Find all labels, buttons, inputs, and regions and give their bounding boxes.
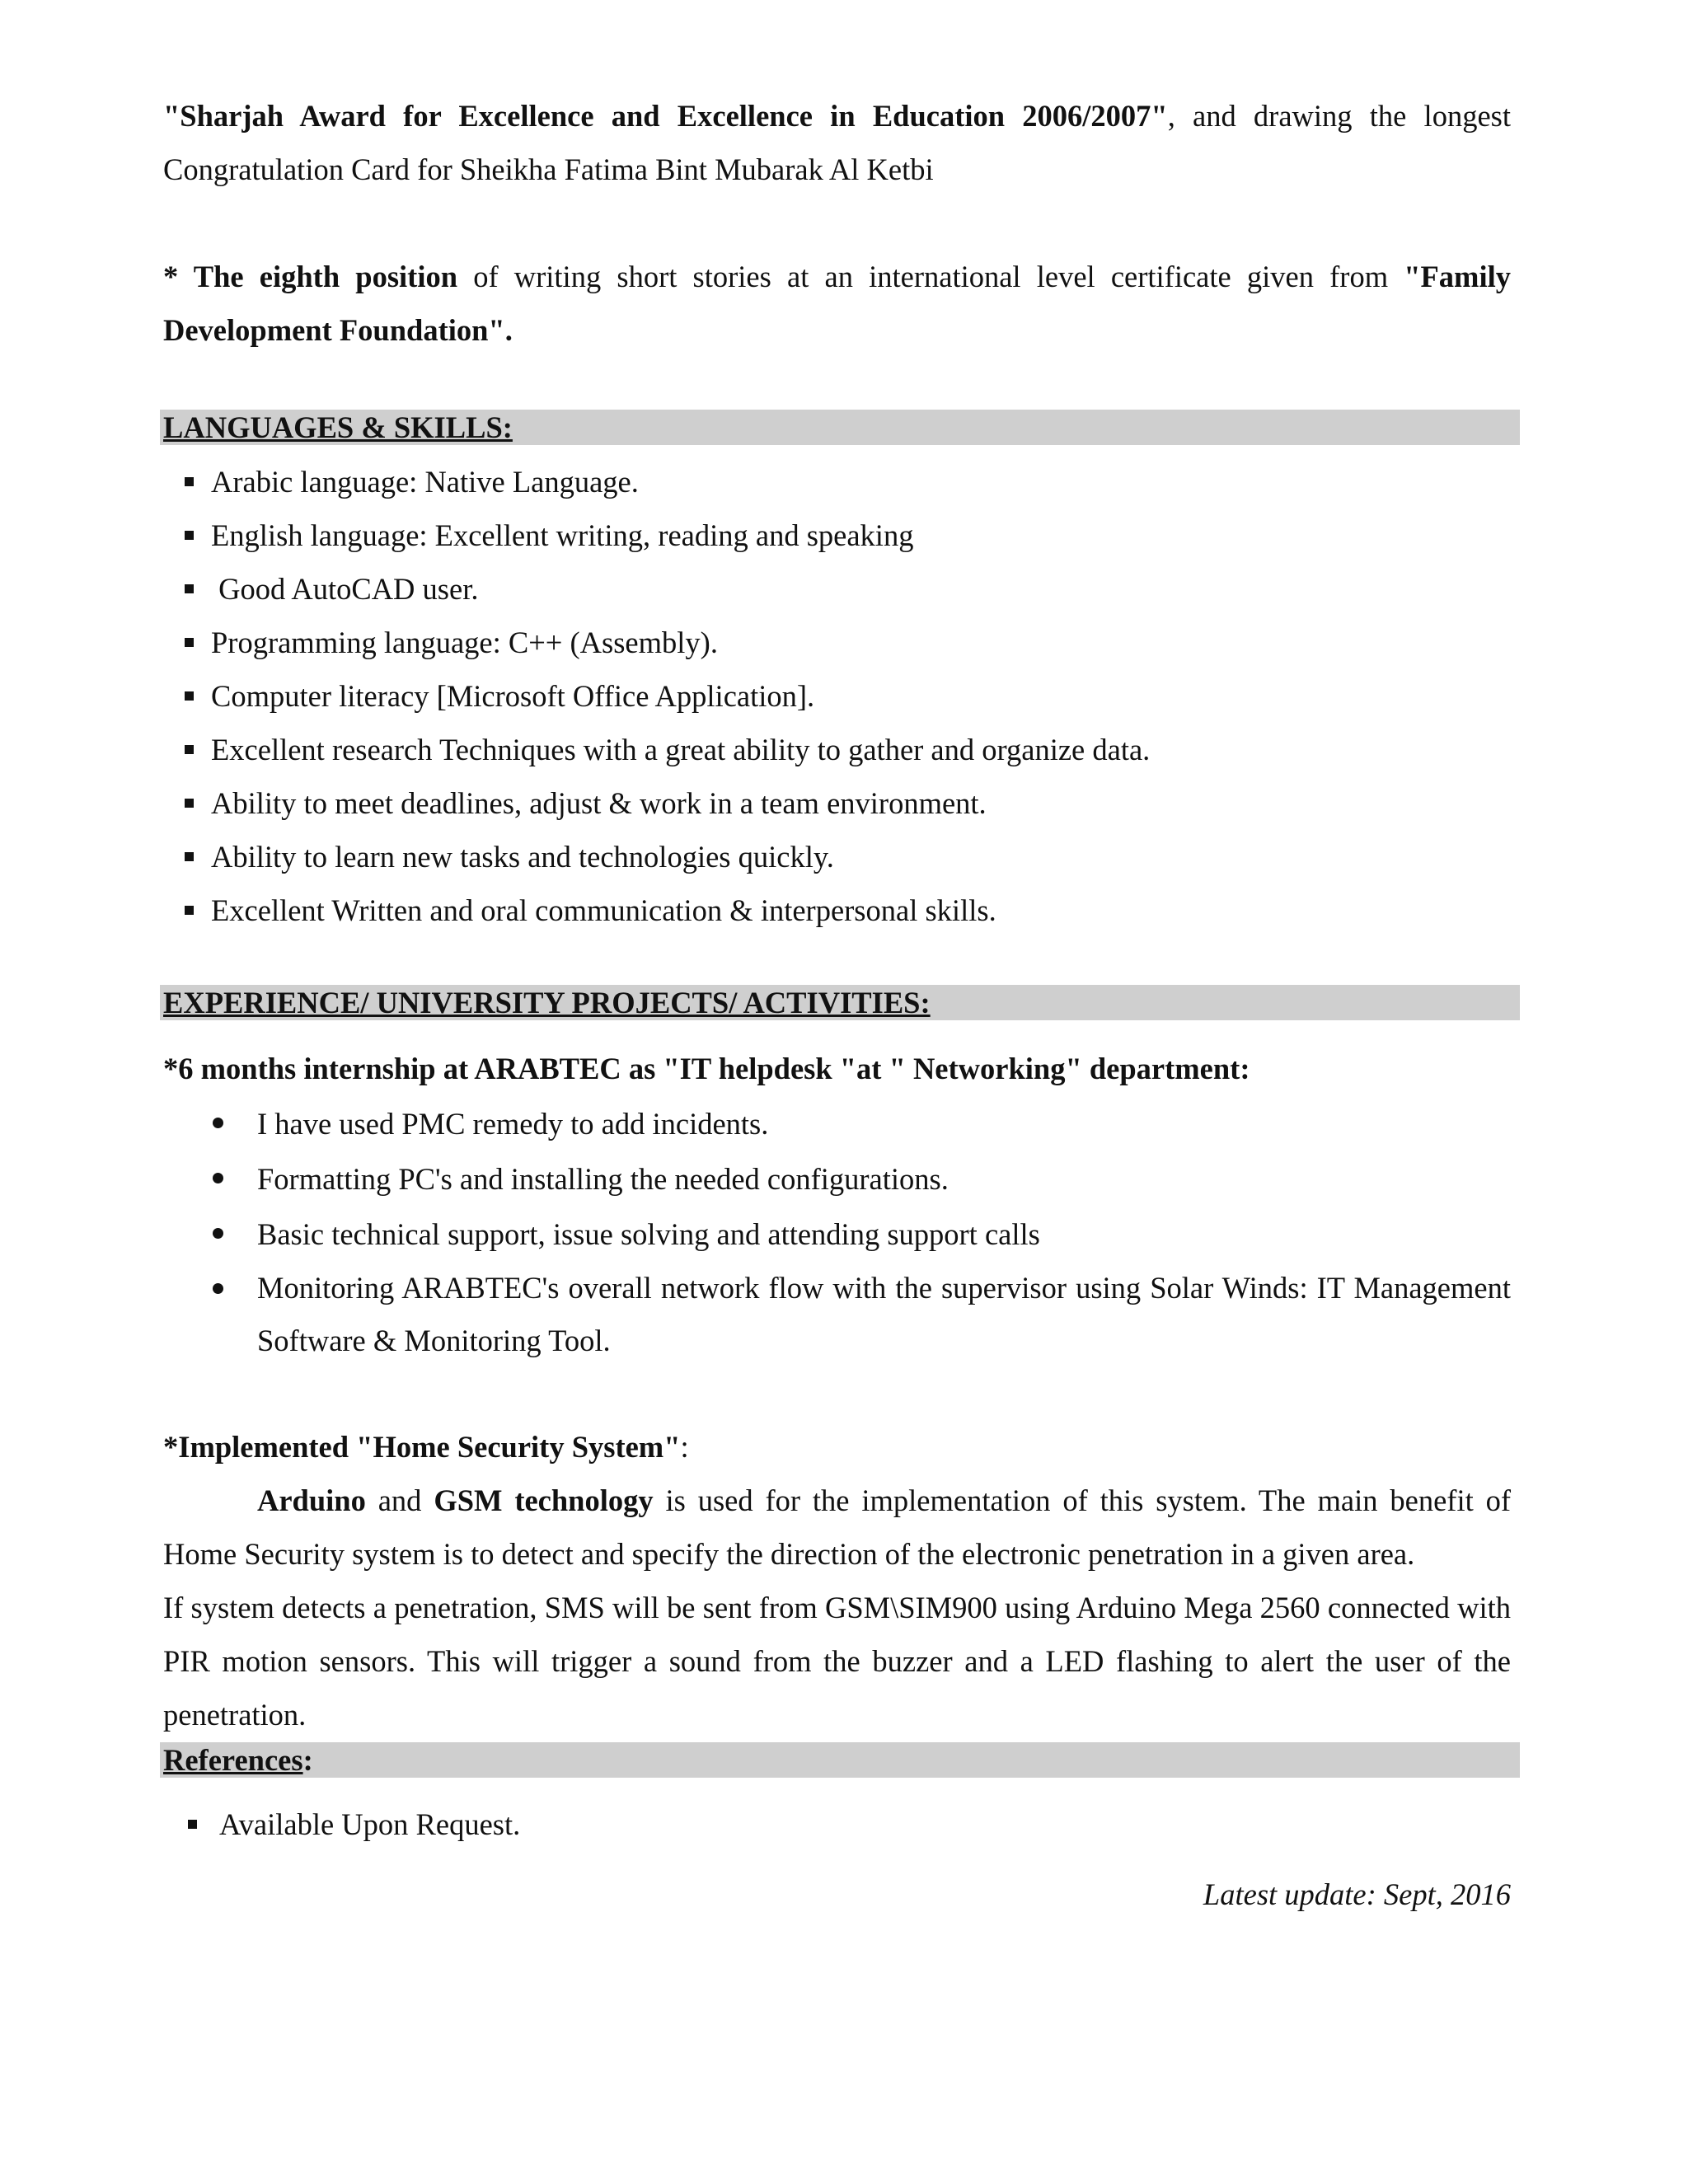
list-item [163, 883, 1511, 937]
eighth-position-star: * [163, 260, 194, 293]
list-item [163, 1797, 1511, 1851]
list-item [163, 1096, 1511, 1151]
references-text: Available Upon Request. [219, 1807, 521, 1841]
languages-skills-heading-bar [160, 410, 1520, 445]
square-bullet-icon [185, 531, 194, 540]
eighth-position-organization: "Family Development Foundation". [163, 260, 1511, 347]
list-item [163, 669, 1511, 723]
experience-heading-bar [160, 985, 1520, 1020]
project-and-text: and [365, 1483, 434, 1517]
skill-text: Excellent research Techniques with a great ability to gather and organize data. [211, 733, 1151, 766]
list-item [163, 455, 1511, 509]
list-item [163, 830, 1511, 883]
round-bullet-icon [213, 1173, 223, 1183]
references-list [163, 1797, 1511, 1851]
round-bullet-icon [213, 1228, 223, 1239]
languages-skills-heading: LANGUAGES & SKILLS: [163, 410, 513, 444]
skill-text: Computer literacy [Microsoft Office Application]. [211, 679, 815, 713]
square-bullet-icon [185, 799, 194, 808]
skill-text: Programming language: C++ (Assembly). [211, 626, 718, 659]
internship-list [163, 1096, 1511, 1367]
internship-title: *6 months internship at ARABTEC as "IT helpdesk "at " Networking" department: [163, 1052, 1250, 1085]
project-title: *Implemented "Home Security System" [163, 1430, 681, 1464]
square-bullet-icon [185, 906, 194, 915]
skill-text: Ability to meet deadlines, adjust & work in a team environment. [211, 786, 987, 820]
square-bullet-icon [185, 638, 194, 647]
resume-page [163, 89, 1511, 1921]
internship-task-text: Basic technical support, issue solving and attending support calls [257, 1217, 1040, 1251]
list-item [163, 1151, 1511, 1207]
references-heading-colon: : [302, 1743, 313, 1777]
round-bullet-icon [213, 1283, 223, 1294]
skill-text: Good AutoCAD user. [211, 572, 479, 606]
skill-text: English language: Excellent writing, reading and speaking [211, 518, 914, 552]
project-paragraph-1 [163, 1474, 1511, 1581]
skill-text: Ability to learn new tasks and technologies quickly. [211, 840, 834, 874]
gsm-keyword: GSM technology [434, 1483, 654, 1517]
latest-update: Latest update: Sept, 2016 [1203, 1877, 1511, 1911]
eighth-position-text: of writing short stories at an international level certificate given from [457, 260, 1404, 293]
list-item [163, 1207, 1511, 1262]
project-title-colon: : [680, 1430, 689, 1464]
list-item [163, 616, 1511, 669]
skill-text: Arabic language: Native Language. [211, 465, 639, 499]
sharjah-award-text: , and drawing the longest Congratulation Card for Sheikha Fatima Bint Mubarak Al Ketbi [163, 99, 1511, 186]
project-title-line [163, 1420, 1511, 1474]
languages-skills-list [163, 455, 1511, 937]
eighth-position-paragraph [163, 250, 1511, 357]
references-heading: References [163, 1743, 303, 1777]
project-paragraph-2: If system detects a penetration, SMS will be sent from GSM\SIM900 using Arduino Mega 2560 connected with PIR motion sensors. This will trigger a sound from the buzzer and a LED flashing to alert the user of the penetration. [163, 1591, 1511, 1732]
experience-heading: EXPERIENCE/ UNIVERSITY PROJECTS/ ACTIVITIES: [163, 986, 931, 1019]
arduino-keyword: Arduino [257, 1483, 366, 1517]
square-bullet-icon [185, 745, 194, 754]
list-item [163, 1262, 1511, 1367]
square-bullet-icon [185, 691, 194, 701]
list-item [163, 562, 1511, 616]
square-bullet-icon [185, 584, 194, 593]
project-paragraph-1-text: is used for the implementation of this system. The main benefit of Home Security system is to detect and specify the direction of the electronic penetration in a given area. [163, 1483, 1512, 1571]
sharjah-award-paragraph [163, 89, 1511, 196]
square-bullet-icon [188, 1820, 197, 1829]
square-bullet-icon [185, 852, 194, 861]
list-item [163, 723, 1511, 776]
skill-text: Excellent Written and oral communication & interpersonal skills. [211, 893, 996, 927]
list-item [163, 776, 1511, 830]
eighth-position-title: The eighth position [193, 260, 458, 293]
sharjah-award-title: "Sharjah Award for Excellence and Excellence in Education 2006/2007" [163, 99, 1168, 133]
internship-task-text: Formatting PC's and installing the needed configurations. [257, 1162, 949, 1196]
references-heading-bar [160, 1742, 1520, 1778]
internship-task-text: Monitoring ARABTEC's overall network flow with the supervisor using Solar Winds: IT Management Software & Monitoring Tool. [257, 1271, 1511, 1357]
internship-task-text: I have used PMC remedy to add incidents. [257, 1107, 769, 1141]
square-bullet-icon [185, 477, 194, 486]
round-bullet-icon [213, 1118, 223, 1128]
list-item [163, 509, 1511, 562]
